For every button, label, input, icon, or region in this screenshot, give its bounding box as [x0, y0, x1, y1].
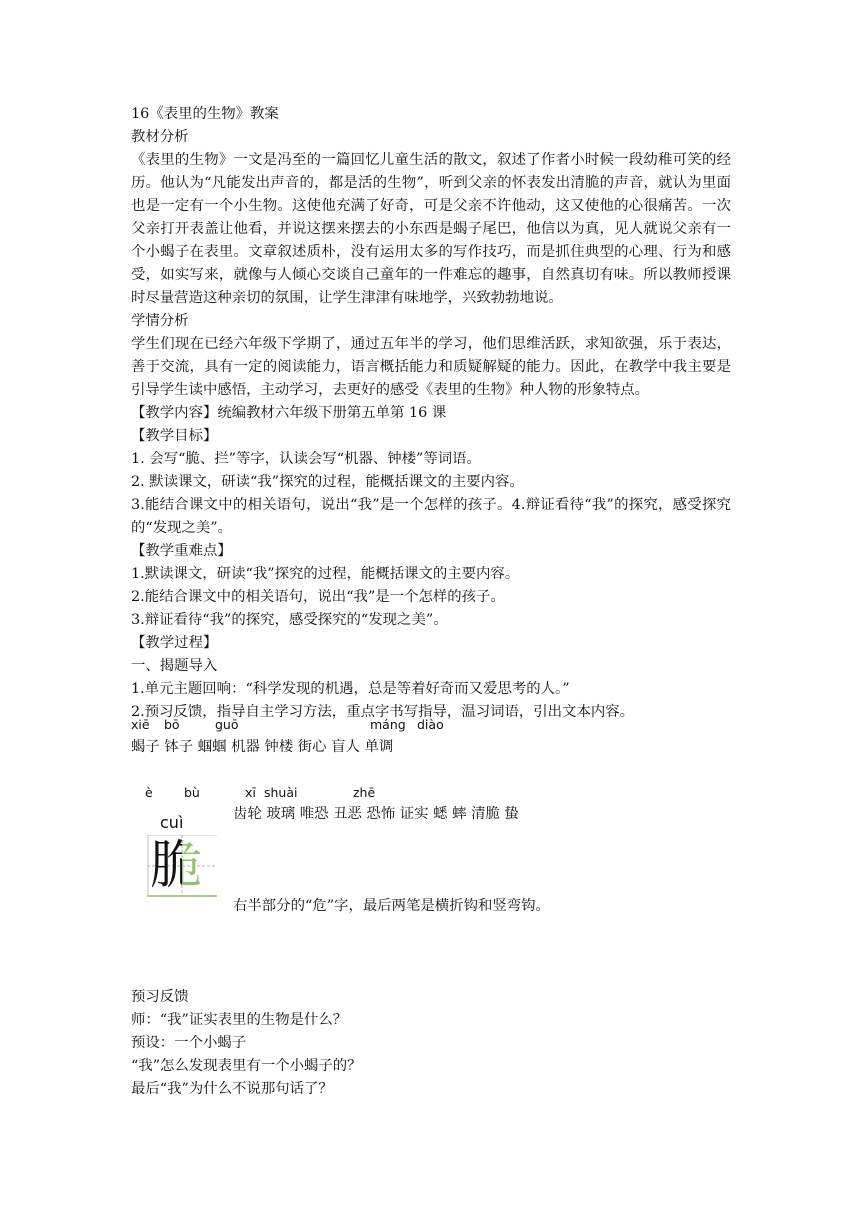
preview-question-1: 师：“我”证实表里的生物是什么？ [131, 1012, 348, 1028]
pinyin-label: xī [245, 785, 256, 800]
pinyin-label: è [145, 785, 153, 800]
character-cui [150, 837, 202, 895]
page-title: 16《表里的生物》教案 [131, 106, 279, 122]
goal-item-3: 3.能结合课文中的相关语句，说出“我”是一个怎样的孩子。4.辩证看待“我”的探究，感受探究的“发现之美”。 [131, 497, 731, 536]
character-glyph: 脆 [150, 836, 203, 896]
preview-question-2: “我”怎么发现表里有一个小蝎子的？ [131, 1058, 362, 1074]
process-step-1-1: 1.单元主题回响：“科学发现的机遇，总是等着好奇而又爱思考的人。” [131, 681, 570, 697]
character-note: 右半部分的“危”字，最后两笔是横折钩和竖弯钩。 [233, 898, 550, 914]
preview-heading: 预习反馈 [131, 989, 189, 1005]
goals-heading: 【教学目标】 [131, 428, 218, 444]
section-heading-student-analysis: 学情分析 [131, 313, 189, 329]
preview-question-3: 最后“我”为什么不说那句话了？ [131, 1081, 333, 1097]
textbook-analysis-paragraph: 《表里的生物》一文是冯至的一篇回忆儿童生活的散文，叙述了作者小时候一段幼稚可笑的经历。他认为“凡能发出声音的，都是活的生物”，听到父亲的怀表发出清脆的声音，就认为里面也是一定有一个小生物。这使他充满了好奇，可是父亲不许他动，这又使他的心很痛苦。一次父亲打开表盖让他看，并说这摆来摆去的小东西是蝎子尾巴，他信以为真，见人就说父亲有一个小蝎子在表里。文章叙述质朴，没有运用太多的写作技巧，而是抓住典型的心理、行为和感受，如实写来，就像与人倾心交谈自己童年的一件难忘的趣事，自然真切有味。所以教师授课时尽量营造这种亲切的氛围，让学生津津有味地学，兴致勃勃地说。 [131, 152, 731, 306]
key-point-item-3: 3.辩证看待“我”的探究，感受探究的“发现之美”。 [131, 612, 448, 628]
key-point-item-2: 2.能结合课文中的相关语句，说出“我”是一个怎样的孩子。 [131, 589, 505, 605]
preview-answer-1: 预设：一个小蝎子 [131, 1035, 247, 1051]
section-heading-textbook-analysis: 教材分析 [131, 129, 189, 145]
pinyin-label: zhē [353, 785, 376, 800]
pinyin-label: bù [184, 785, 200, 800]
pinyin-label: bō [164, 717, 180, 732]
pinyin-label: guō [215, 717, 239, 732]
process-step-1-2: 2.预习反馈，指导自主学习方法，重点字书写指导，温习词语，引出文本内容。 [131, 704, 635, 720]
character-pinyin: cuì [160, 813, 184, 832]
key-points-heading: 【教学重难点】 [131, 543, 232, 559]
pinyin-label: máng [370, 717, 406, 732]
pinyin-label: shuài [264, 785, 298, 800]
student-analysis-paragraph: 学生们现在已经六年级下学期了，通过五年半的学习，他们思维活跃，求知欲强，乐于表达，善于交流，具有一定的阅读能力，语言概括能力和质疑解疑的能力。因此，在教学中我主要是引导学生读中感悟，主动学习，去更好的感受《表里的生物》种人物的形象特点。 [131, 336, 731, 398]
process-step-1: 一、揭题导入 [131, 658, 218, 674]
pinyin-label: xiē [131, 717, 150, 732]
character-writing-grid [147, 835, 217, 897]
teaching-content-line: 【教学内容】统编教材六年级下册第五单第 16 课 [131, 405, 447, 421]
pinyin-label: diào [417, 717, 444, 732]
key-point-item-1: 1.默读课文，研读“我”探究的过程，能概括课文的主要内容。 [131, 566, 520, 582]
vocab-words-row-1: 蝎子 钵子 蝈蝈 机器 钟楼 街心 盲人 单调 [131, 739, 394, 755]
process-heading: 【教学过程】 [131, 635, 218, 651]
goal-item-2: 2. 默读课文，研读“我”探究的过程，能概括课文的主要内容。 [131, 474, 524, 490]
goal-item-1: 1. 会写“脆、拦”等字，认读会写“机器、钟楼”等词语。 [131, 451, 481, 467]
vocab-words-row-2: 齿轮 玻璃 唯恐 丑恶 恐怖 证实 蟋 蟀 清脆 蛰 [233, 806, 519, 822]
